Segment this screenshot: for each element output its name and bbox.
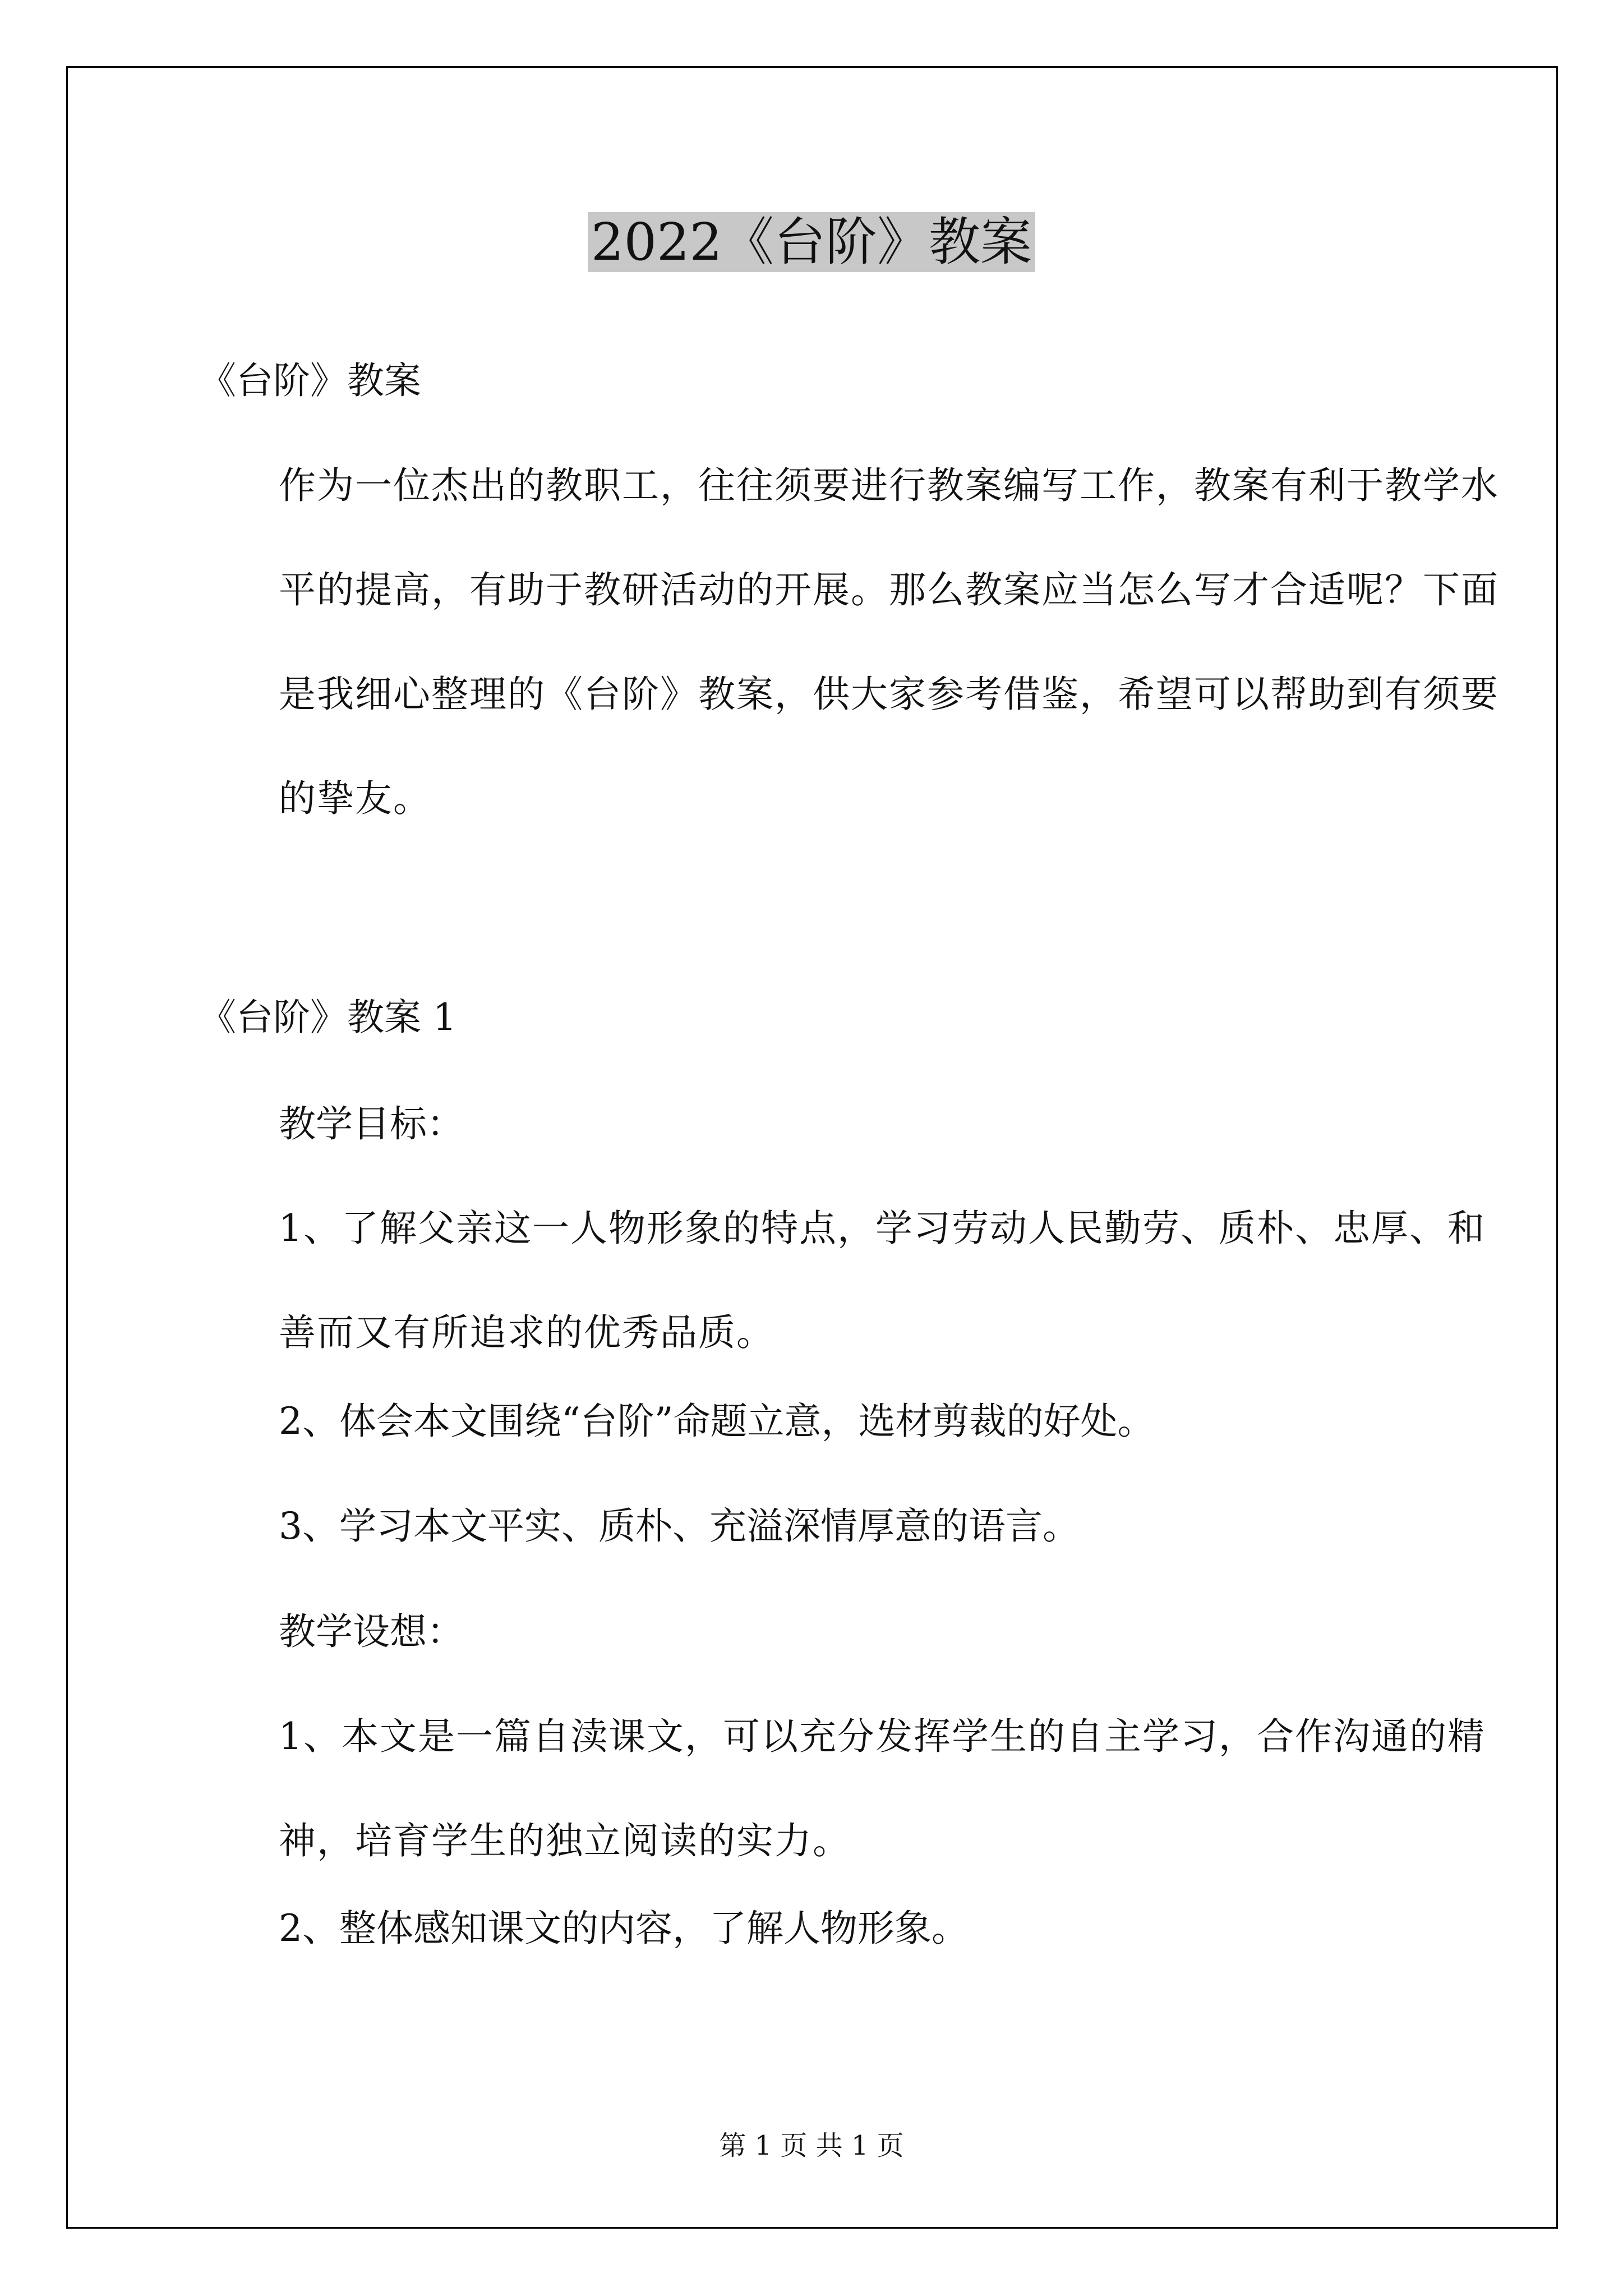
goal-item-2: 2、体会本文围绕“台阶”命题立意，选材剪裁的好处。 (279, 1400, 1155, 1443)
idea-item-2: 2、整体感知课文的内容，了解人物形象。 (279, 1907, 969, 1950)
document-title-text: 2022《台阶》教案 (588, 212, 1035, 272)
section-heading: 《台阶》教案 1 (199, 996, 457, 1039)
intro-paragraph: 作为一位杰出的教职工，往往须要进行教案编写工作，教案有利于教学水平的提高，有助于教研活动的开展。那么教案应当怎么写才合适呢？下面是我细心整理的《台阶》教案，供大家参考借鉴，希望可以帮助到有须要的挚友。 (279, 464, 1499, 820)
page-footer: 第 1 页 共 1 页 (719, 2130, 904, 2161)
goal-item-3: 3、学习本文平实、质朴、充溢深情厚意的语言。 (279, 1504, 1080, 1548)
ideas-heading: 教学设想： (279, 1610, 464, 1653)
document-title (0, 203, 1623, 282)
goals-heading: 教学目标： (279, 1102, 464, 1145)
document-subtitle: 《台阶》教案 (199, 359, 421, 402)
idea-item-1: 1、本文是一篇自渎课文，可以充分发挥学生的自主学习，合作沟通的精神，培育学生的独立阅读的实力。 (279, 1715, 1486, 1862)
goal-item-1: 1、了解父亲这一人物形象的特点，学习劳动人民勤劳、质朴、忠厚、和善而又有所追求的优秀品质。 (279, 1207, 1486, 1354)
